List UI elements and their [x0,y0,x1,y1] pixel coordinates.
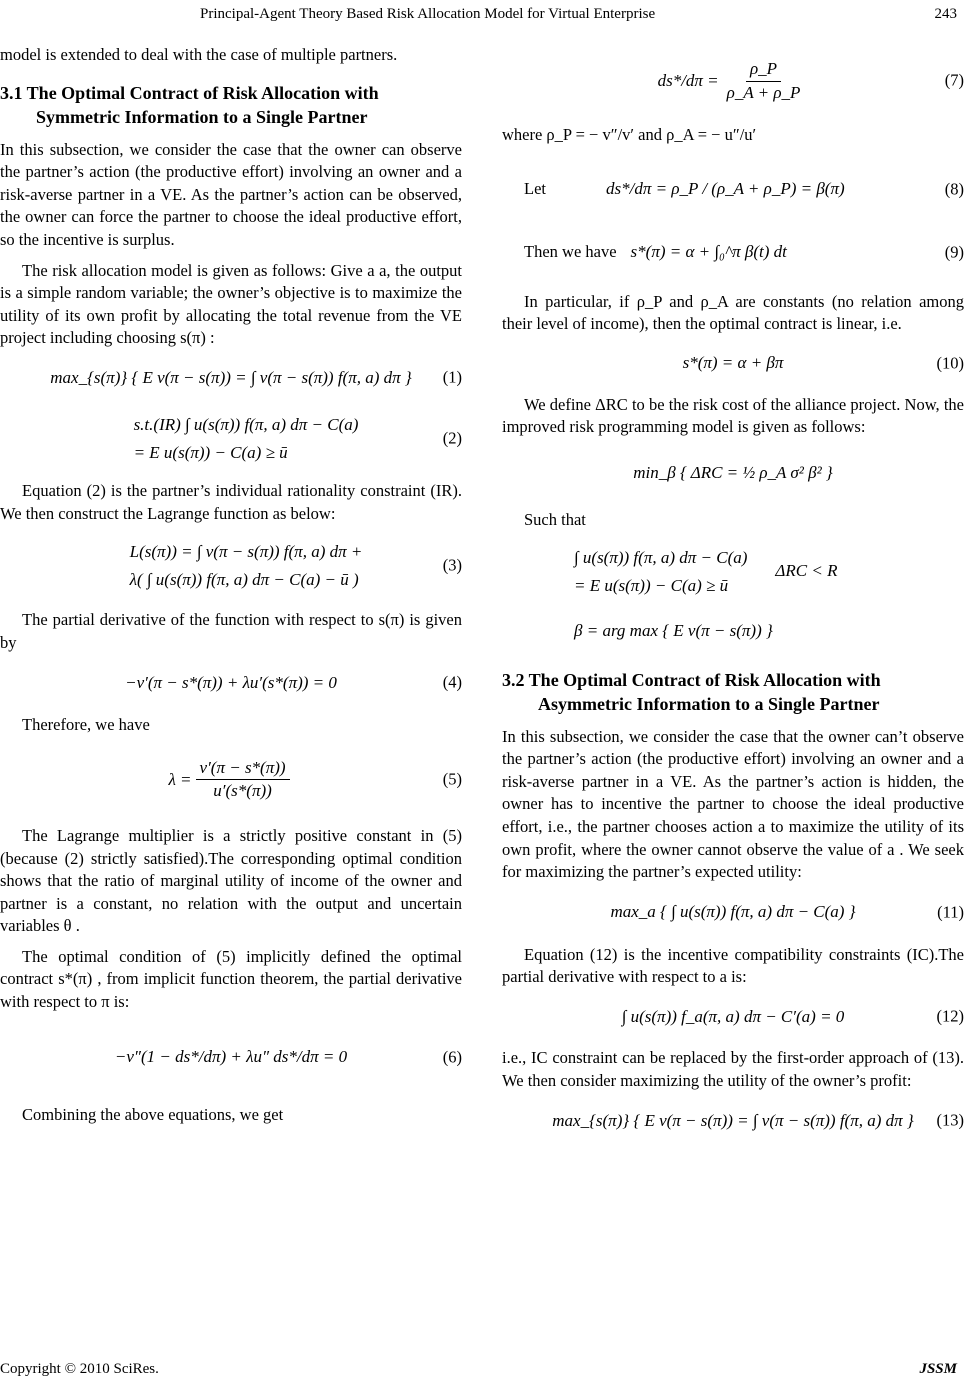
paragraph: Equation (12) is the incentive compatibility constraints (IC).The partial derivative with respect to a is: [502,944,964,987]
paragraph: Such that [524,509,586,529]
equation-9 [502,225,964,281]
copyright-notice: Copyright © 2010 SciRes. [0,1361,159,1377]
fraction-denominator: u′(s*(π)) [213,781,272,801]
equation-line: L(s(π)) = ∫ v(π − s(π)) f(π, a) dπ + [129,542,363,562]
equation-line: s.t.(IR) ∫ u(s(π)) f(π, a) dπ − C(a) [133,414,359,434]
equation-number: (5) [442,769,462,789]
equation-number: (11) [937,902,964,922]
section-heading-3-2: 3.2 The Optimal Contract of Risk Allocation with Asymmetric Information to a Single Partner [502,669,881,714]
equation-13 [502,1100,964,1142]
paragraph: Combining the above equations, we get [22,1104,284,1124]
paragraph: The partial derivative of the function with respect to s(π) is given by [0,610,462,652]
equation-body: max_{s(π)} { E v(π − s(π)) = ∫ v(π − s(π)) f(π, a) dπ } [50,367,412,387]
equation-line: ∫ u(s(π)) f(π, a) dπ − C(a) [574,547,748,567]
paragraph: where ρ_P = − v″/v′ and ρ_A = − u″/u′ [502,125,757,144]
equation-number: (1) [442,367,462,387]
equation-body: −v″(1 − ds*/dπ) + λu″ ds*/dπ = 0 [114,1047,348,1067]
paragraph: In this subsection, we consider the case that the owner can observe the partner’s action (the productive effort) involving an owner and a risk-averse partner in a VE. As the partner’s action can be observed, the owner can force the partner to choose the ideal productive effort, so the incentive is surplus. [0,139,462,249]
equation-number: (12) [936,1006,964,1026]
paragraph: Therefore, we have [22,715,150,735]
equation-number: (8) [944,179,964,199]
paragraph: In this subsection, we consider the case that the owner can’t observe the partner’s action (the productive effort) involving an owner and a risk-averse partner in a VE. As the partner’s action is hidden, the owner has to incentive the partner to choose the ideal productive effort, i.e., the partner chooses action a to maximize the utility of its own profit, where the owner cannot observe the value of a . We seek for maximizing the partner’s expected utility: [502,726,964,882]
equation-10 [502,344,964,384]
equation-argmax [502,614,964,650]
equation-fraction [196,757,290,803]
fraction-numerator: v′(π − s*(π)) [196,757,290,781]
fraction-denominator: ρ_A + ρ_P [726,82,801,102]
running-title: Principal-Agent Theory Based Risk Allocation Model for Virtual Enterprise [200,6,656,22]
equation-min [502,447,964,499]
equation-body: −v′(π − s*(π)) + λu′(s*(π)) = 0 [125,673,337,693]
equation-lhs: ds*/dπ = [657,70,719,90]
paragraph: Equation (2) is the partner’s individual rationality constraint (IR). We then construct the Lagrange function as below: [0,480,462,523]
equation-number: (2) [442,428,462,448]
equation-12 [502,997,964,1037]
page-number: 243 [934,6,957,22]
equation-number: (4) [442,673,462,693]
equation-lead-text: Then we have [524,242,617,262]
paragraph: i.e., IC constraint can be replaced by the first-order approach of (13). We then consider maximizing the utility of the owner’s profit: [502,1047,964,1090]
equation-11 [502,892,964,934]
equation-line: λ( ∫ u(s(π)) f(π, a) dπ − C(a) − ū ) [129,570,359,590]
equation-body: s*(π) = α + ∫₀^π β(t) dt [630,242,787,262]
equation-5 [0,745,462,815]
running-header [0,6,967,28]
equation-number: (9) [944,242,964,262]
equation-line: = E u(s(π)) − C(a) ≥ ū [133,442,288,462]
equation-4 [0,662,462,704]
equation-fraction [723,58,805,104]
equation-body: β = arg max { E v(π − s(π)) } [574,621,773,641]
equation-6 [0,1022,462,1094]
equation-number: (10) [936,353,964,373]
equation-2 [0,408,462,470]
equation-body: ds*/dπ = ρ_P / (ρ_A + ρ_P) = β(π) [606,179,845,199]
equation-body: max_{s(π)} { E v(π − s(π)) = ∫ v(π − s(π)) f(π, a) dπ } [552,1110,914,1130]
equation-3 [0,533,462,599]
equation-number: (13) [936,1110,964,1130]
equation-line: ΔRC < R [775,561,838,581]
equation-line: = E u(s(π)) − C(a) ≥ ū [574,575,729,595]
fraction-numerator: ρ_P [746,58,781,82]
left-column [0,44,462,1134]
paragraph: The optimal condition of (5) implicitly defined the optimal contract s*(π) , from implicit function theorem, the partial derivative with respect to π is: [0,946,462,1012]
journal-abbreviation: JSSM [919,1361,957,1377]
equation-number: (7) [944,70,964,90]
paragraph: model is extended to deal with the case of multiple partners. [0,45,398,64]
equation-number: (3) [442,555,462,575]
equation-body: max_a { ∫ u(s(π)) f(π, a) dπ − C(a) } [610,902,856,922]
paragraph: The risk allocation model is given as follows: Give a a, the output is a simple random variable; the owner’s objective is to maximize the utility of its own profit by allocating the total revenue from the VE project including choosing s(π) : [0,260,462,348]
equation-body: ∫ u(s(π)) f_a(π, a) dπ − C′(a) = 0 [621,1006,845,1026]
equation-lead-text: Let [524,179,546,199]
equation-lhs: λ = [168,769,192,789]
equation-8 [502,165,964,215]
section-heading-3-1: 3.1 The Optimal Contract of Risk Allocation with Symmetric Information to a Single Partner [0,82,379,127]
equation-body: min_β { ΔRC = ½ ρ_A σ² β² } [633,462,833,482]
equation-7 [502,48,964,114]
constraint-block [502,540,964,604]
paragraph: We define ΔRC to be the risk cost of the alliance project. Now, the improved risk programming model is given as follows: [502,394,964,437]
equation-number: (6) [442,1047,462,1067]
right-column [502,44,964,1152]
paragraph: The Lagrange multiplier is a strictly positive constant in (5) (because (2) strictly satisfied).The corresponding optimal condition shows that the ratio of marginal utility of income of the owner and partner is a constant, no relation with the output and uncertain variables θ . [0,825,462,936]
equation-1 [0,358,462,398]
paragraph: In particular, if ρ_P and ρ_A are constants (no relation among their level of income), then the optimal contract is linear, i.e. [502,291,964,334]
equation-body: s*(π) = α + βπ [682,353,784,373]
